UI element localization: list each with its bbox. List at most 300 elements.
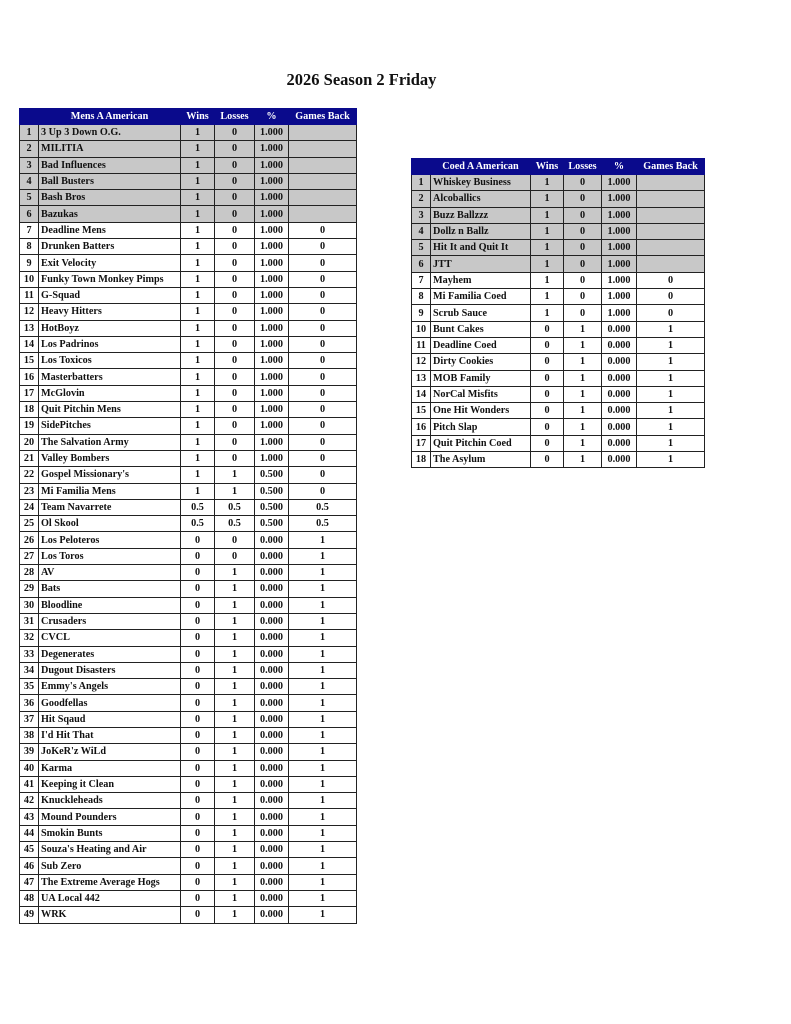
pct-cell: 1.000 [602,207,637,223]
team-name-cell: UA Local 442 [39,890,181,906]
pct-cell: 0.500 [255,483,289,499]
team-name-cell: CVCL [39,630,181,646]
team-name-cell: The Extreme Average Hogs [39,874,181,890]
rank-cell: 3 [20,157,39,173]
team-name-cell: Gospel Missionary's [39,467,181,483]
rank-cell: 16 [412,419,431,435]
team-name-cell: Deadline Mens [39,222,181,238]
rank-cell: 35 [20,679,39,695]
wins-cell: 1 [181,450,215,466]
table-row [412,191,705,207]
header-games-back: Games Back [637,159,705,175]
table-row [20,662,357,678]
wins-cell: 0.5 [181,516,215,532]
losses-cell: 0 [564,289,602,305]
losses-cell: 0 [215,222,255,238]
losses-cell: 1 [215,662,255,678]
header-team: Coed A American [431,159,531,175]
team-name-cell: Drunken Batters [39,239,181,255]
table-row [20,874,357,890]
pct-cell: 1.000 [255,255,289,271]
pct-cell: 1.000 [602,289,637,305]
losses-cell: 1 [564,370,602,386]
games-back-cell: 1 [289,809,357,825]
losses-cell: 0 [215,239,255,255]
rank-cell: 11 [412,337,431,353]
pct-cell: 0.000 [255,532,289,548]
pct-cell: 0.000 [255,842,289,858]
games-back-cell: 1 [637,321,705,337]
table-row [20,499,357,515]
team-name-cell: Bloodline [39,597,181,613]
header-wins: Wins [531,159,564,175]
pct-cell: 1.000 [255,304,289,320]
table-row [20,907,357,923]
wins-cell: 1 [181,255,215,271]
table-row [412,175,705,191]
table-row [20,255,357,271]
rank-cell: 5 [412,240,431,256]
team-name-cell: Bazukas [39,206,181,222]
losses-cell: 1 [215,744,255,760]
rank-cell: 1 [20,125,39,141]
games-back-cell: 0.5 [289,516,357,532]
games-back-cell: 1 [289,842,357,858]
pct-cell: 1.000 [602,256,637,272]
team-name-cell: Mound Pounders [39,809,181,825]
table-row [412,419,705,435]
losses-cell: 1 [215,890,255,906]
wins-cell: 0 [181,613,215,629]
wins-cell: 0 [181,679,215,695]
losses-cell: 1 [564,403,602,419]
pct-cell: 1.000 [255,271,289,287]
rank-cell: 41 [20,776,39,792]
losses-cell: 0 [215,125,255,141]
rank-cell: 5 [20,190,39,206]
wins-cell: 0 [181,858,215,874]
wins-cell: 0 [181,809,215,825]
header-wins: Wins [181,109,215,125]
rank-cell: 6 [20,206,39,222]
rank-cell: 48 [20,890,39,906]
team-name-cell: 3 Up 3 Down O.G. [39,125,181,141]
wins-cell: 0 [181,793,215,809]
games-back-cell: 1 [289,679,357,695]
table-row [20,695,357,711]
wins-cell: 0 [531,337,564,353]
games-back-cell [637,223,705,239]
wins-cell: 0 [531,403,564,419]
pct-cell: 0.000 [602,337,637,353]
table-header-row [412,159,705,175]
losses-cell: 1 [215,483,255,499]
losses-cell: 0 [215,287,255,303]
losses-cell: 1 [215,793,255,809]
rank-cell: 46 [20,858,39,874]
team-name-cell: SidePitches [39,418,181,434]
team-name-cell: Goodfellas [39,695,181,711]
team-name-cell: Mi Familia Coed [431,289,531,305]
table-row [20,793,357,809]
rank-cell: 31 [20,613,39,629]
table-row [20,173,357,189]
games-back-cell: 1 [637,337,705,353]
team-name-cell: Karma [39,760,181,776]
games-back-cell: 1 [289,744,357,760]
rank-cell: 32 [20,630,39,646]
pct-cell: 0.000 [602,403,637,419]
wins-cell: 1 [531,289,564,305]
table-row [20,434,357,450]
team-name-cell: Bunt Cakes [431,321,531,337]
team-name-cell: Ol Skool [39,516,181,532]
table-row [20,548,357,564]
table-row [412,321,705,337]
pct-cell: 1.000 [255,369,289,385]
table-row [20,222,357,238]
rank-cell: 1 [412,175,431,191]
rank-cell: 33 [20,646,39,662]
wins-cell: 0 [181,565,215,581]
wins-cell: 1 [181,434,215,450]
team-name-cell: Ball Busters [39,173,181,189]
rank-cell: 16 [20,369,39,385]
pct-cell: 1.000 [255,206,289,222]
losses-cell: 1 [215,597,255,613]
rank-cell: 4 [20,173,39,189]
table-row [20,369,357,385]
pct-cell: 1.000 [255,402,289,418]
rank-cell: 23 [20,483,39,499]
team-name-cell: Bash Bros [39,190,181,206]
games-back-cell [637,207,705,223]
rank-cell: 26 [20,532,39,548]
team-name-cell: JTT [431,256,531,272]
games-back-cell: 1 [289,760,357,776]
losses-cell: 1 [215,825,255,841]
table-row [20,890,357,906]
pct-cell: 1.000 [255,190,289,206]
losses-cell: 0 [215,434,255,450]
rank-cell: 10 [20,271,39,287]
rank-cell: 44 [20,825,39,841]
losses-cell: 0 [215,548,255,564]
rank-cell: 17 [20,385,39,401]
table-row [20,516,357,532]
team-name-cell: Team Navarrete [39,499,181,515]
coed-standings-table [411,158,705,468]
pct-cell: 1.000 [602,175,637,191]
team-name-cell: Alcoballics [431,191,531,207]
wins-cell: 1 [181,206,215,222]
games-back-cell: 1 [289,548,357,564]
wins-cell: 1 [531,305,564,321]
table-row [20,842,357,858]
pct-cell: 0.000 [255,776,289,792]
losses-cell: 1 [215,760,255,776]
table-row [412,386,705,402]
header-rank [20,109,39,125]
games-back-cell: 1 [637,419,705,435]
pct-cell: 1.000 [255,239,289,255]
team-name-cell: JoKeR'z WiLd [39,744,181,760]
team-name-cell: The Salvation Army [39,434,181,450]
team-name-cell: The Asylum [431,452,531,468]
table-row [20,287,357,303]
rank-cell: 28 [20,565,39,581]
pct-cell: 0.000 [255,548,289,564]
team-name-cell: Scrub Sauce [431,305,531,321]
losses-cell: 0 [564,256,602,272]
pct-cell: 1.000 [602,240,637,256]
team-name-cell: Pitch Slap [431,419,531,435]
pct-cell: 0.000 [255,679,289,695]
header-losses: Losses [215,109,255,125]
games-back-cell: 0 [289,402,357,418]
losses-cell: 0 [215,402,255,418]
rank-cell: 15 [412,403,431,419]
games-back-cell: 0 [289,483,357,499]
table-row [20,271,357,287]
table-row [412,272,705,288]
team-name-cell: Valley Bombers [39,450,181,466]
rank-cell: 15 [20,353,39,369]
wins-cell: 0.5 [181,499,215,515]
table-row [412,337,705,353]
wins-cell: 0 [181,744,215,760]
pct-cell: 1.000 [255,320,289,336]
table-row [20,744,357,760]
pct-cell: 1.000 [255,157,289,173]
rank-cell: 2 [20,141,39,157]
team-name-cell: Sub Zero [39,858,181,874]
games-back-cell: 0 [637,305,705,321]
table-row [20,385,357,401]
table-row [20,776,357,792]
wins-cell: 1 [181,385,215,401]
team-name-cell: NorCal Misfits [431,386,531,402]
losses-cell: 0 [215,141,255,157]
table-row [20,646,357,662]
table-row [20,825,357,841]
losses-cell: 1 [215,646,255,662]
pct-cell: 0.000 [255,630,289,646]
games-back-cell: 1 [289,907,357,923]
losses-cell: 0 [215,206,255,222]
rank-cell: 34 [20,662,39,678]
rank-cell: 36 [20,695,39,711]
table-row [412,223,705,239]
rank-cell: 43 [20,809,39,825]
losses-cell: 1 [215,679,255,695]
games-back-cell: 1 [289,793,357,809]
team-name-cell: Buzz Ballzzz [431,207,531,223]
rank-cell: 19 [20,418,39,434]
rank-cell: 20 [20,434,39,450]
rank-cell: 49 [20,907,39,923]
losses-cell: 0 [215,157,255,173]
wins-cell: 0 [181,548,215,564]
header-team: Mens A American [39,109,181,125]
games-back-cell: 1 [289,597,357,613]
wins-cell: 0 [181,776,215,792]
wins-cell: 1 [531,223,564,239]
rank-cell: 8 [20,239,39,255]
rank-cell: 18 [412,452,431,468]
losses-cell: 0 [215,173,255,189]
pct-cell: 1.000 [255,434,289,450]
team-name-cell: MOB Family [431,370,531,386]
table-row [20,581,357,597]
rank-cell: 40 [20,760,39,776]
pct-cell: 0.000 [255,858,289,874]
table-row [20,239,357,255]
pct-cell: 0.000 [255,825,289,841]
table-row [20,125,357,141]
table-row [412,435,705,451]
wins-cell: 1 [181,467,215,483]
pct-cell: 1.000 [255,336,289,352]
rank-cell: 12 [412,354,431,370]
team-name-cell: Bats [39,581,181,597]
pct-cell: 0.000 [255,711,289,727]
games-back-cell [289,157,357,173]
table-row [20,858,357,874]
losses-cell: 0 [215,532,255,548]
losses-cell: 1 [215,809,255,825]
team-name-cell: Crusaders [39,613,181,629]
wins-cell: 1 [181,287,215,303]
team-name-cell: Emmy's Angels [39,679,181,695]
pct-cell: 0.000 [602,452,637,468]
team-name-cell: Los Toxicos [39,353,181,369]
table-row [20,402,357,418]
losses-cell: 0 [564,305,602,321]
team-name-cell: Deadline Coed [431,337,531,353]
pct-cell: 0.000 [255,744,289,760]
wins-cell: 0 [531,452,564,468]
wins-cell: 1 [181,239,215,255]
losses-cell: 1 [215,467,255,483]
pct-cell: 0.000 [602,370,637,386]
team-name-cell: Souza's Heating and Air [39,842,181,858]
team-name-cell: Quit Pitchin Coed [431,435,531,451]
rank-cell: 2 [412,191,431,207]
losses-cell: 0 [215,450,255,466]
losses-cell: 0 [215,304,255,320]
games-back-cell: 1 [289,858,357,874]
team-name-cell: One Hit Wonders [431,403,531,419]
table-row [20,450,357,466]
rank-cell: 24 [20,499,39,515]
losses-cell: 1 [215,630,255,646]
pct-cell: 0.000 [602,386,637,402]
table-row [20,760,357,776]
rank-cell: 25 [20,516,39,532]
table-row [412,256,705,272]
team-name-cell: Whiskey Business [431,175,531,191]
games-back-cell: 1 [289,711,357,727]
pct-cell: 0.000 [602,435,637,451]
team-name-cell: Heavy Hitters [39,304,181,320]
wins-cell: 0 [531,354,564,370]
losses-cell: 1 [564,452,602,468]
losses-cell: 1 [215,565,255,581]
team-name-cell: Knuckleheads [39,793,181,809]
pct-cell: 0.000 [255,662,289,678]
wins-cell: 0 [181,711,215,727]
table-row [412,305,705,321]
wins-cell: 1 [531,240,564,256]
table-row [20,565,357,581]
games-back-cell: 1 [289,646,357,662]
losses-cell: 1 [215,874,255,890]
wins-cell: 0 [181,874,215,890]
team-name-cell: Los Toros [39,548,181,564]
table-row [412,289,705,305]
wins-cell: 1 [181,304,215,320]
games-back-cell: 0 [289,222,357,238]
wins-cell: 0 [181,890,215,906]
games-back-cell: 0 [289,434,357,450]
games-back-cell: 0 [289,369,357,385]
wins-cell: 1 [181,369,215,385]
games-back-cell: 1 [289,565,357,581]
losses-cell: 1 [564,354,602,370]
rank-cell: 21 [20,450,39,466]
team-name-cell: Smokin Bunts [39,825,181,841]
pct-cell: 0.000 [255,727,289,743]
losses-cell: 1 [564,435,602,451]
rank-cell: 12 [20,304,39,320]
wins-cell: 0 [531,386,564,402]
team-name-cell: Funky Town Monkey Pimps [39,271,181,287]
losses-cell: 0 [215,320,255,336]
team-name-cell: MILITIA [39,141,181,157]
header-losses: Losses [564,159,602,175]
table-row [20,320,357,336]
wins-cell: 1 [181,157,215,173]
pct-cell: 1.000 [602,223,637,239]
games-back-cell: 1 [637,452,705,468]
wins-cell: 1 [531,256,564,272]
table-row [412,354,705,370]
team-name-cell: Hit It and Quit It [431,240,531,256]
wins-cell: 1 [531,191,564,207]
team-name-cell: Los Peloteros [39,532,181,548]
table-row [20,353,357,369]
pct-cell: 0.000 [255,565,289,581]
losses-cell: 0 [215,385,255,401]
header-games-back: Games Back [289,109,357,125]
wins-cell: 1 [181,173,215,189]
wins-cell: 1 [531,272,564,288]
pct-cell: 0.000 [255,597,289,613]
losses-cell: 0 [215,271,255,287]
rank-cell: 29 [20,581,39,597]
games-back-cell: 1 [637,354,705,370]
losses-cell: 1 [215,695,255,711]
games-back-cell: 0 [289,320,357,336]
rank-cell: 39 [20,744,39,760]
rank-cell: 37 [20,711,39,727]
wins-cell: 1 [531,207,564,223]
games-back-cell [637,175,705,191]
losses-cell: 0.5 [215,499,255,515]
games-back-cell: 0 [289,467,357,483]
pct-cell: 1.000 [255,353,289,369]
